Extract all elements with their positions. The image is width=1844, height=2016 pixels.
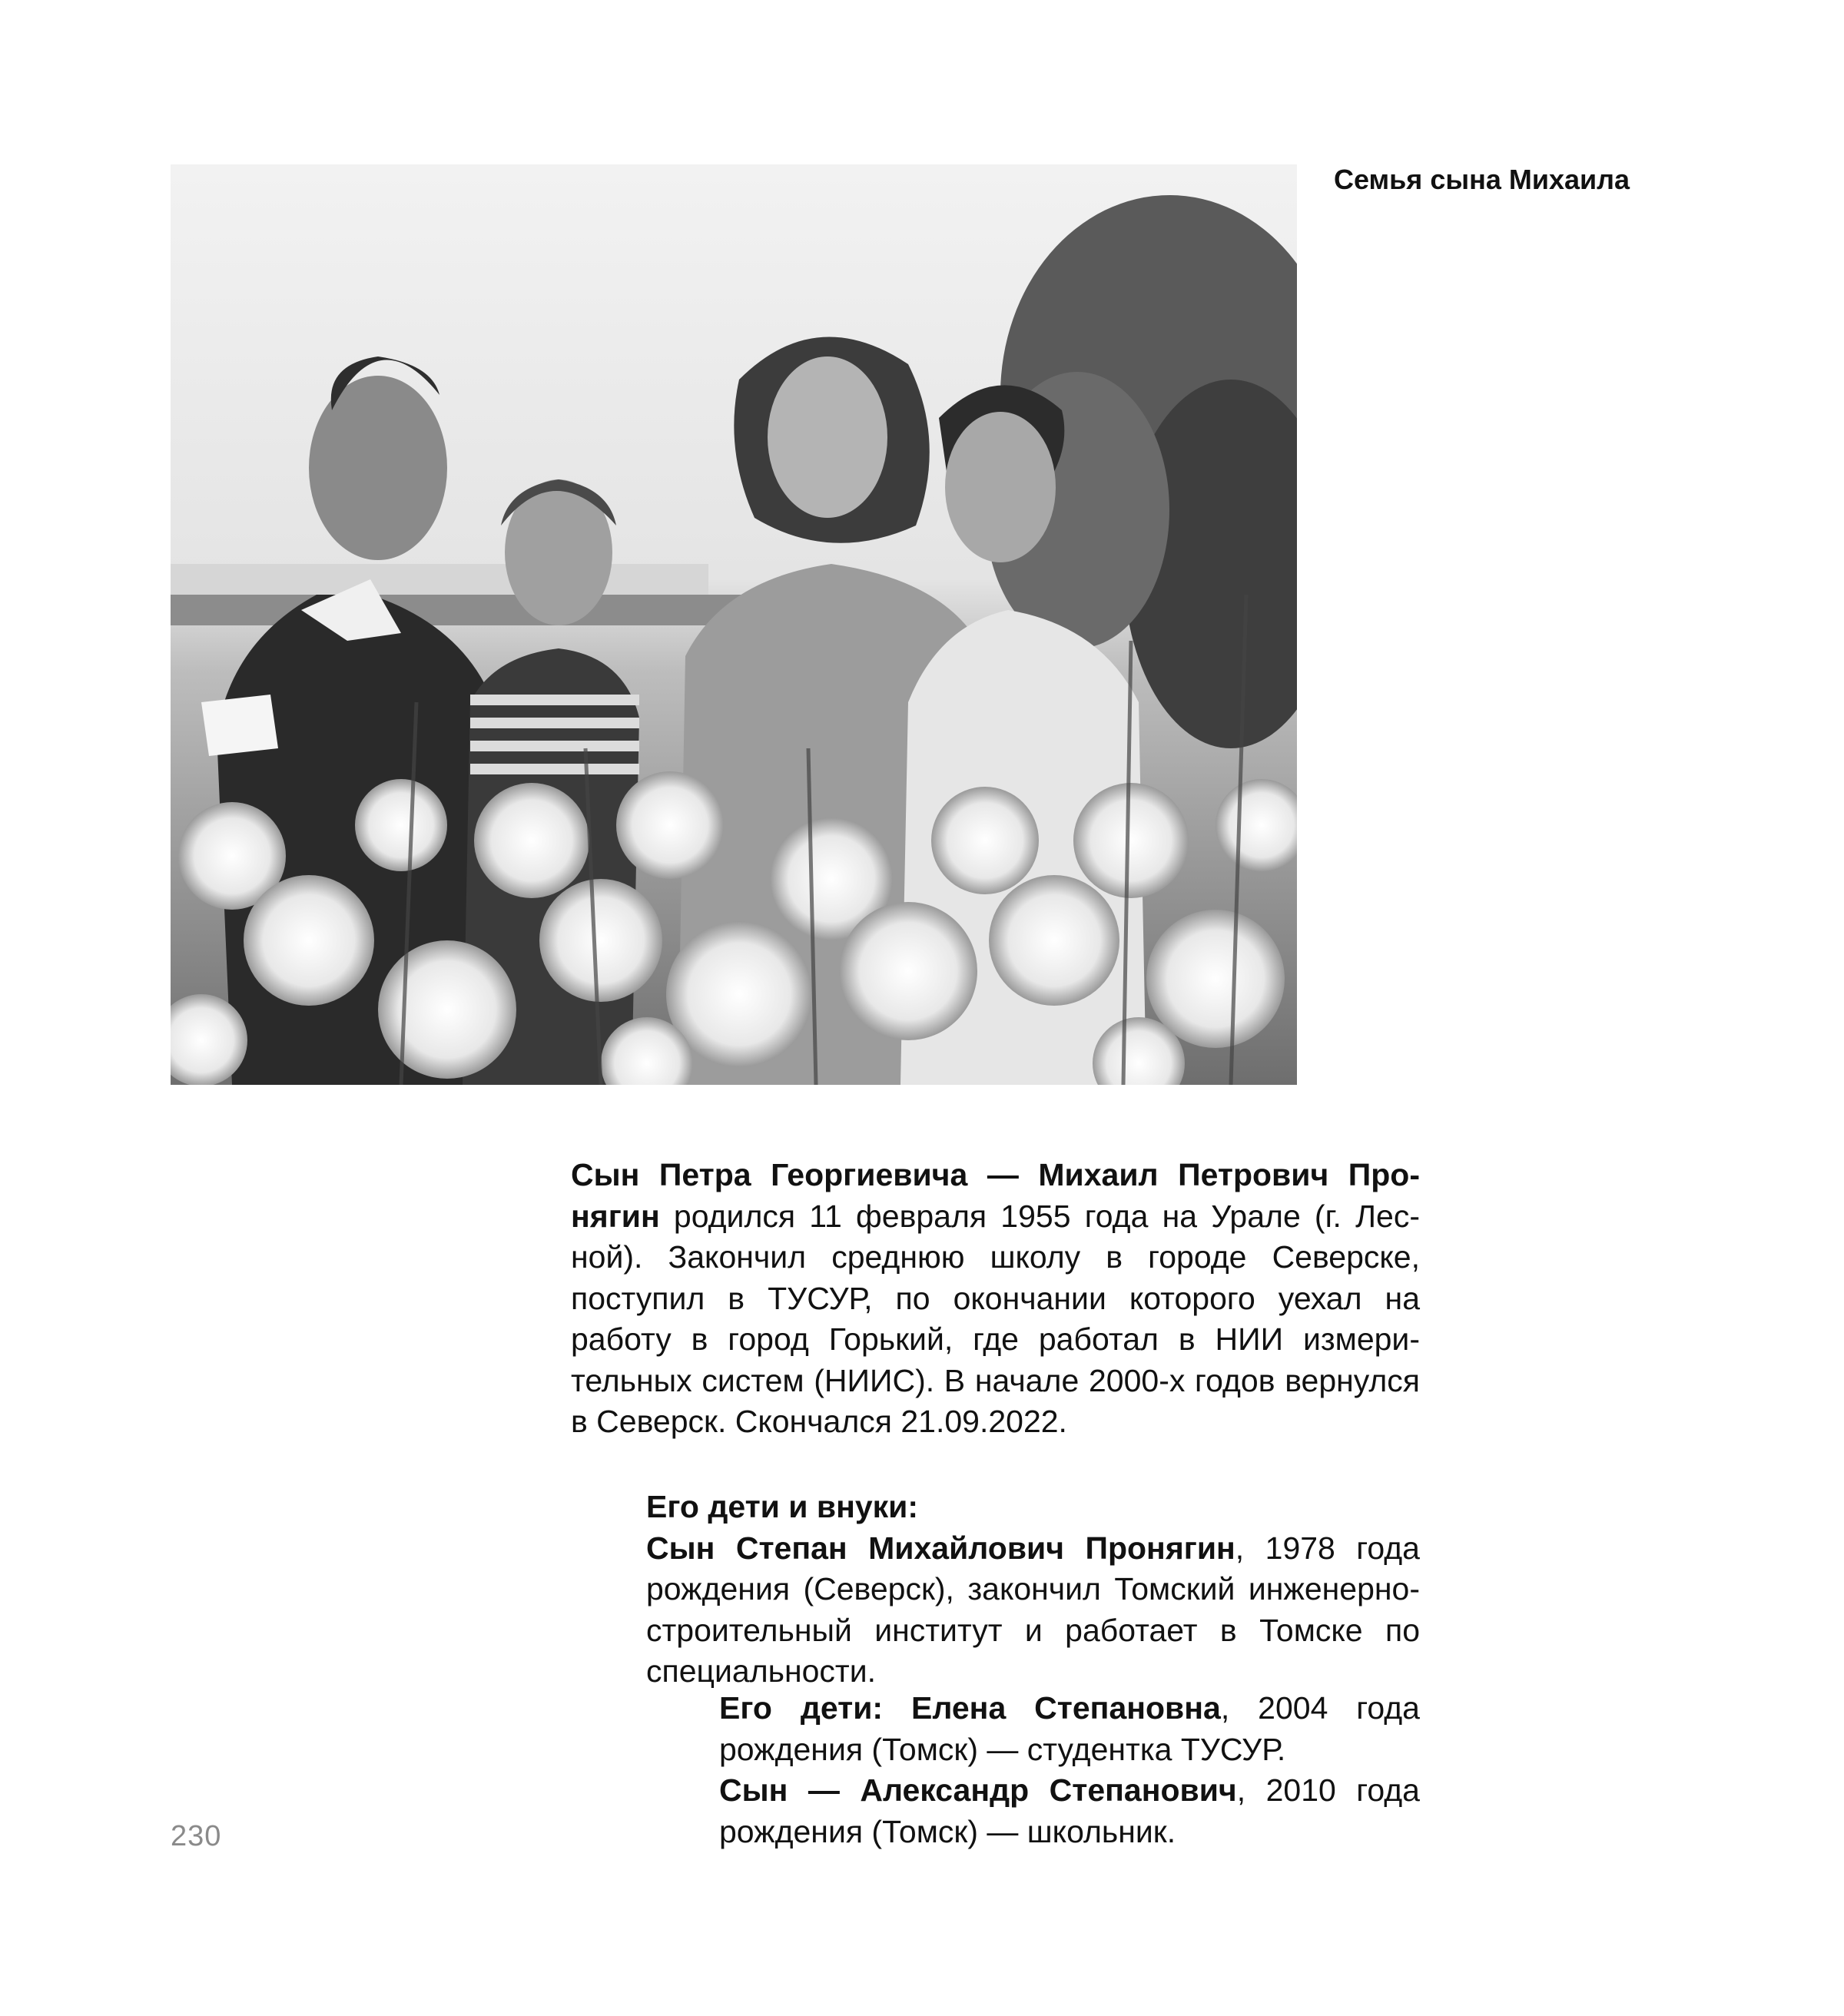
granddaughter-name: Его дети: Елена Степановна: [719, 1690, 1221, 1726]
children-section: [646, 1487, 1420, 1693]
grandchild-entry: [719, 1770, 1420, 1852]
family-photo-image: [171, 164, 1297, 1085]
grandson-text: , 2010 года рождения (Томск) — школьник.: [719, 1772, 1420, 1849]
son-name: Сын Степан Михайлович Пронягин: [646, 1530, 1235, 1566]
photo-caption: Семья сына Михаила: [1334, 164, 1630, 195]
grandchild-entry: [719, 1688, 1420, 1770]
son-text: , 1978 года рождения (Северск), закончил Томский инженерно-строительный институт и работает в Томске по специальности.: [646, 1530, 1420, 1689]
page-number: 230: [171, 1820, 222, 1852]
family-photo: [171, 164, 1297, 1085]
biography-text: родился 11 февраля 1955 года на Урале (г. Лесной). Закончил среднюю школу в городе Северске, поступил в ТУСУР, по окончании которого уехал на работу в город Горький, где работал в НИИ измерительных систем (НИИС). В начале 2000-х годов вернулся в Северск. Скончался 21.09.2022.: [571, 1198, 1420, 1439]
grandchildren-section: [719, 1688, 1420, 1852]
granddaughter-text: , 2004 года рождения (Томск) — студентка ТУСУР.: [719, 1690, 1420, 1767]
biography-paragraph: [571, 1155, 1420, 1443]
grandson-name: Сын — Александр Степанович: [719, 1772, 1237, 1808]
biography-name: Сын Петра Георгиевича — Михаил Петрович Пронягин: [571, 1157, 1420, 1234]
children-heading: Его дети и внуки:: [646, 1489, 919, 1524]
